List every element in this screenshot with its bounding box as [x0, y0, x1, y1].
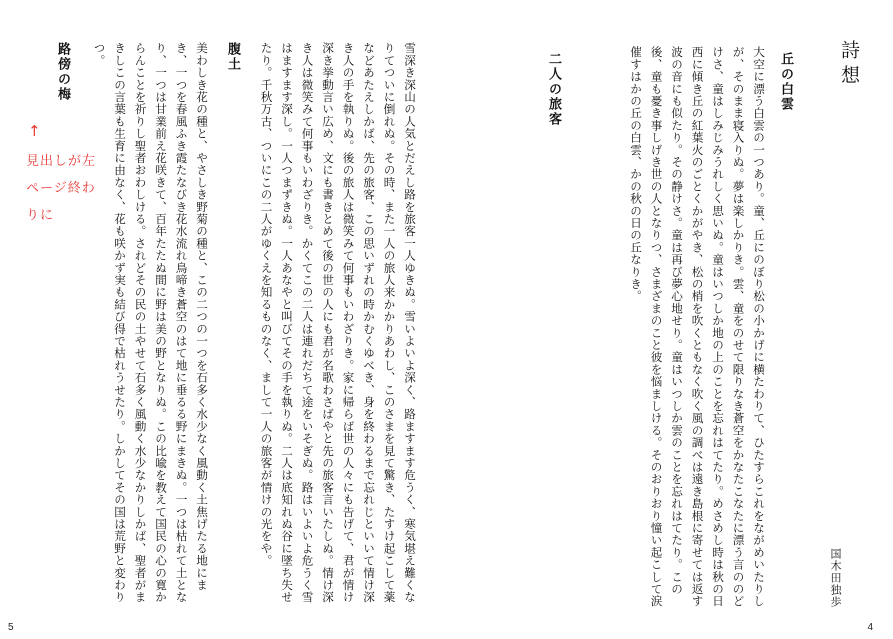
- annotation-arrow-icon: ↑: [28, 122, 41, 140]
- section-body-oka-no-shirakumo: 大空に漂う白雲の一つあり。童、丘にのぼり松の小かげに横たわりて、ひたすらこれをながめいたりしが、そのまま寝入りぬ。夢は楽しかりき。雲、童をのせて限りなき蒼空をかなたこなたに漂う言ののどけさ、童はしみじみうれしく思いぬ。童はいつしか地の上のことを忘れはてたり。めさめし時は秋の日西に傾き丘の紅葉火のごとくかがやき、松の梢を吹くともなく吹く風の調べは遠き島根に寄せては返す波の音にも似たり。その静けさ。童は再び夢心地せり。童はいつしか雲のことを忘れはてたり。この後、童も憂き事しげき世の人となりつ、さまざまのこと彼を悩ましける。そのおりおり憧い起こして涙催すはかの丘の白雲、かの秋の日の丘なりき。: [629, 46, 766, 608]
- section-heading-fukudo: 腹土: [225, 42, 240, 72]
- page-number-left: 5: [8, 622, 14, 633]
- book-title: 詩想: [838, 40, 860, 90]
- section-heading-robou-no-ume: 路傍の梅: [55, 42, 70, 102]
- section-body-fukudo: 美わしき花の種と、やさしき野菊の種と、この二つの一つを石多く水少なく風動く土焦げたる地にまき、一つを春風ふき霞たなびき花水流れ鳥啼き蒼空のはて地に垂るる野にまきぬ。一つは枯れて土となり、一つは甘業前え花咲きて、百年たたぬ間に野は美の野となりぬ。この比喩を教えて国民の心の寛からんことを祈りし聖者おわしける。されどその民の土やせて石多く風動く水少なかりしかば、聖者がまきしこの言葉も生育に由なく、花も咲かず実も結び得で枯れうせたり。しかしてその国は荒野と変わりつ。: [92, 42, 209, 604]
- section-heading-oka-no-shirakumo: 丘の白雲: [778, 52, 793, 112]
- annotation-note: 見出しが左ページ終わりに: [26, 154, 97, 223]
- section-body-futari-no-ryokaku: 雪深き深山の人気とだえし路を旅客一人ゆきぬ。雪いよいよ深く、路ますます危うく、寒気堪え難くなりてついに倒れぬ。その時、また一人の旅人来かかりあわし、このさまを見て驚き、たすけ起こして薬などあたえしかば、先の旅客、この思いずれの時かむくゆべき、身を終わるまで忘れじといいて情け深き人の手を執りぬ。後の旅人は微笑みて何事もいわざりき。家に帰らば世の人々にも告げて、君が情け深き挙動言い広め、文にも書きとめて後の世の人にも君が名歌わさばやと先の旅客言いたしぬ。情け深き人は微笑みて何事もいわざりき。かくてこの二人は連れだちて途をいそぎぬ。路はいよいよ危うく雪はますます深し。一人つまずきぬ。一人あなやと叫びてその手を執りぬ。二人は底知れぬ谷に墜ち失せたり。千秋万古、ついにこの二人がゆくえを知るものなく、まして一人の旅客が情けの光をや。: [259, 42, 417, 604]
- author-name: 国木田独歩: [829, 548, 842, 608]
- section-heading-futari-no-ryokaku: 二人の旅客: [546, 52, 561, 127]
- right-page: [452, 0, 893, 639]
- page-number-right: 4: [867, 622, 873, 633]
